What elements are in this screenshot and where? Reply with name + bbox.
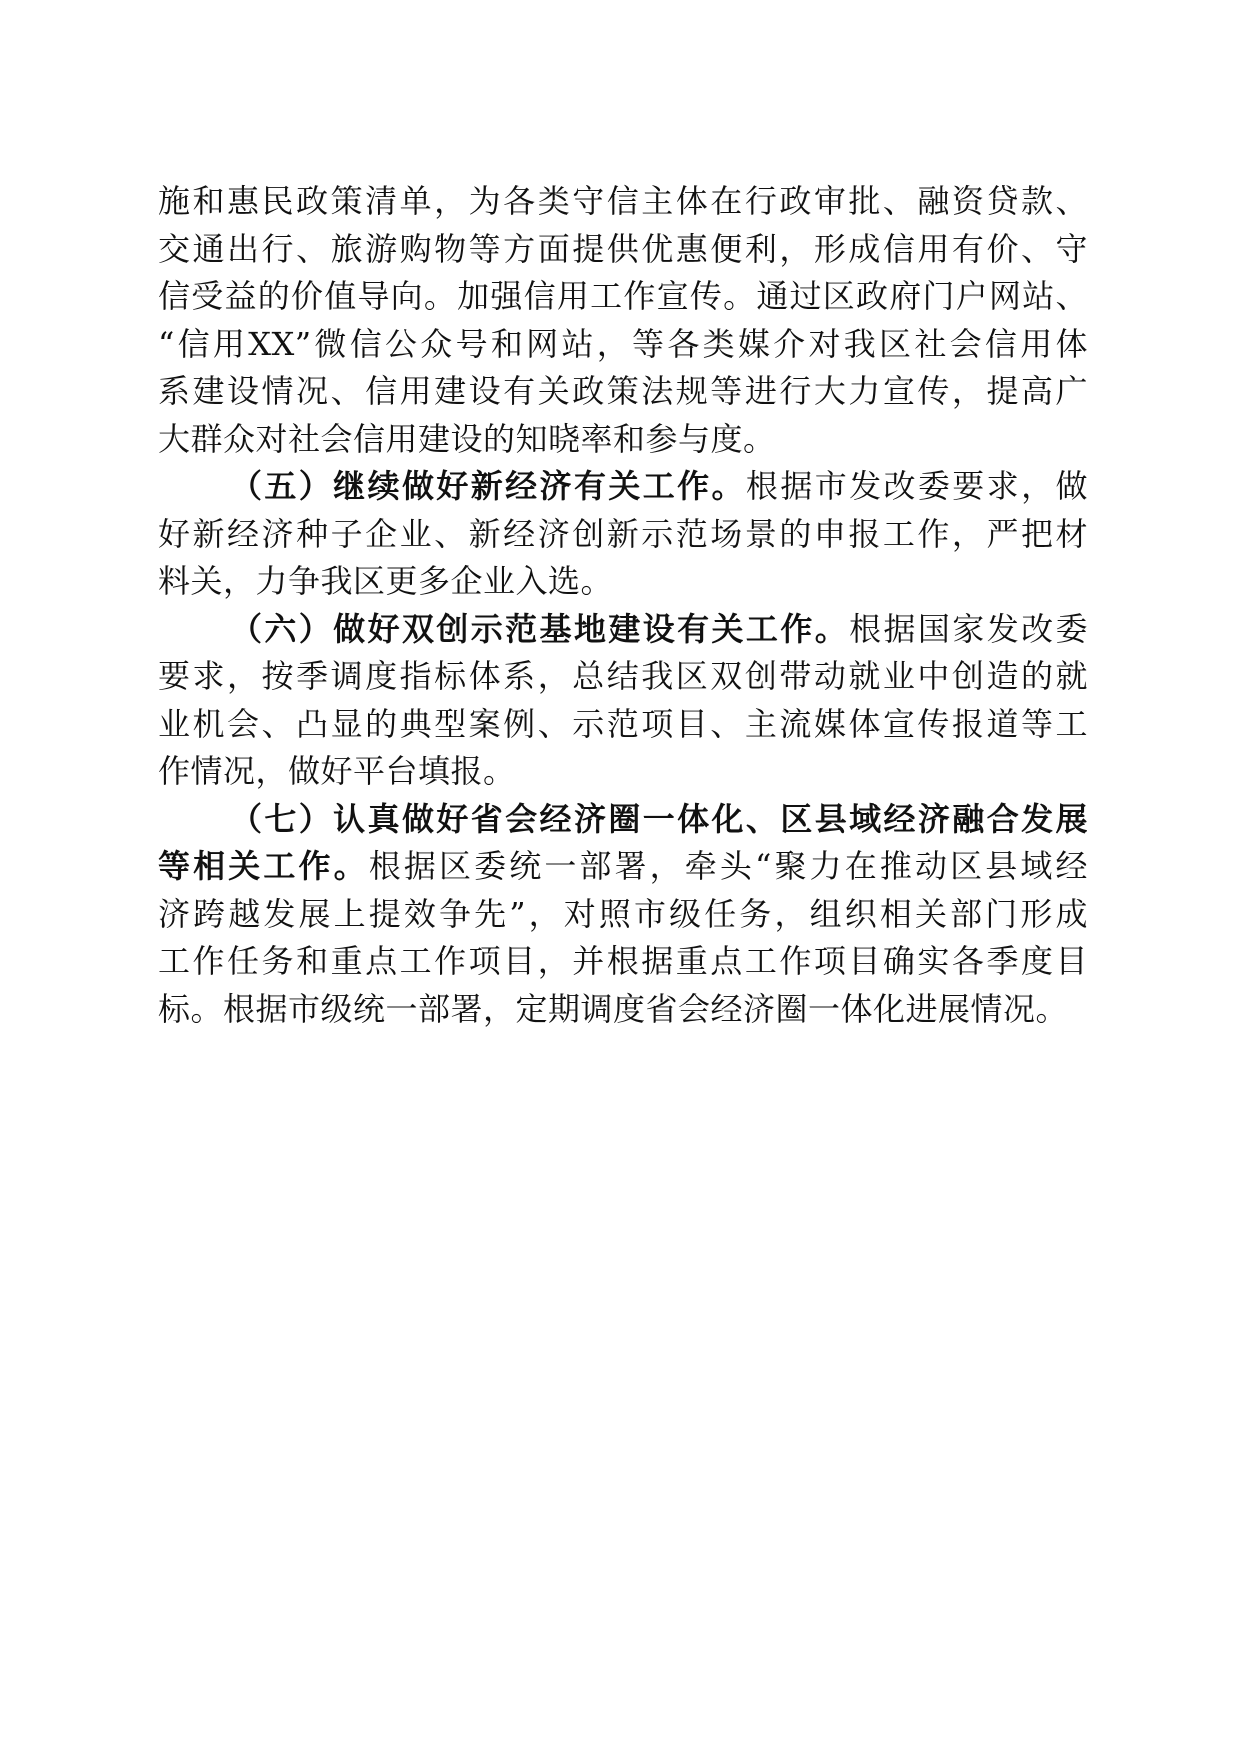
section-heading-continued: 等相关工作。 (158, 847, 369, 885)
line-text: 系建设情况、信用建设有关政策法规等进行大力宣传，提高广 (158, 372, 1088, 410)
text-line (158, 748, 1088, 796)
document-body (158, 178, 1088, 1033)
text-line (158, 416, 1088, 464)
line-text: 标。根据市级统一部署，定期调度省会经济圈一体化进展情况。 (158, 989, 1069, 1028)
text-line (158, 178, 1088, 226)
line-text: “信用XX”微信公众号和网站，等各类媒介对我区社会信用体 (158, 324, 1088, 363)
text-line (158, 986, 1088, 1034)
text-line (158, 701, 1088, 749)
text-line (158, 511, 1088, 559)
line-text: 工作任务和重点工作项目，并根据重点工作项目确实各季度目 (158, 942, 1088, 980)
text-line (158, 606, 1088, 654)
text-line (158, 843, 1088, 891)
line-text: 要求，按季调度指标体系，总结我区双创带动就业中创造的就 (158, 657, 1088, 695)
line-text: 施和惠民政策清单，为各类守信主体在行政审批、融资贷款、 (158, 182, 1088, 220)
text-line (158, 891, 1088, 939)
line-text: 根据市发改委要求，做 (745, 467, 1088, 505)
text-line (158, 463, 1088, 511)
text-line (158, 273, 1088, 321)
paragraph-new-economy (158, 463, 1088, 606)
line-text: 根据国家发改委 (849, 609, 1088, 648)
line-text: 业机会、凸显的典型案例、示范项目、主流媒体宣传报道等工 (158, 704, 1088, 743)
paragraph-economic-circle (158, 796, 1088, 1034)
line-text: 大群众对社会信用建设的知晓率和参与度。 (158, 419, 776, 458)
text-line (158, 938, 1088, 986)
text-line (158, 226, 1088, 274)
line-text: 料关，力争我区更多企业入选。 (158, 562, 614, 600)
section-heading: （六）做好双创示范基地建设有关工作。 (230, 609, 850, 648)
line-text: 好新经济种子企业、新经济创新示范场景的申报工作，严把材 (158, 514, 1088, 553)
line-text: 根据区委统一部署，牵头“聚力在推动区县域经 (368, 847, 1088, 885)
section-heading: （七）认真做好省会经济圈一体化、区县域经济融合发展 (230, 799, 1088, 838)
text-line (158, 653, 1088, 701)
paragraph-credit-promotion (158, 178, 1088, 463)
text-line (158, 368, 1088, 416)
text-line (158, 558, 1088, 606)
line-text: 作情况，做好平台填报。 (158, 752, 516, 790)
line-text: 信受益的价值导向。加强信用工作宣传。通过区政府门户网站、 (158, 277, 1088, 315)
section-heading: （五）继续做好新经济有关工作。 (230, 467, 746, 505)
paragraph-innovation-base (158, 606, 1088, 796)
line-text: 交通出行、旅游购物等方面提供优惠便利，形成信用有价、守 (158, 229, 1088, 268)
text-line (158, 321, 1088, 369)
line-text: 济跨越发展上提效争先”，对照市级任务，组织相关部门形成 (158, 894, 1088, 933)
text-line (158, 796, 1088, 844)
